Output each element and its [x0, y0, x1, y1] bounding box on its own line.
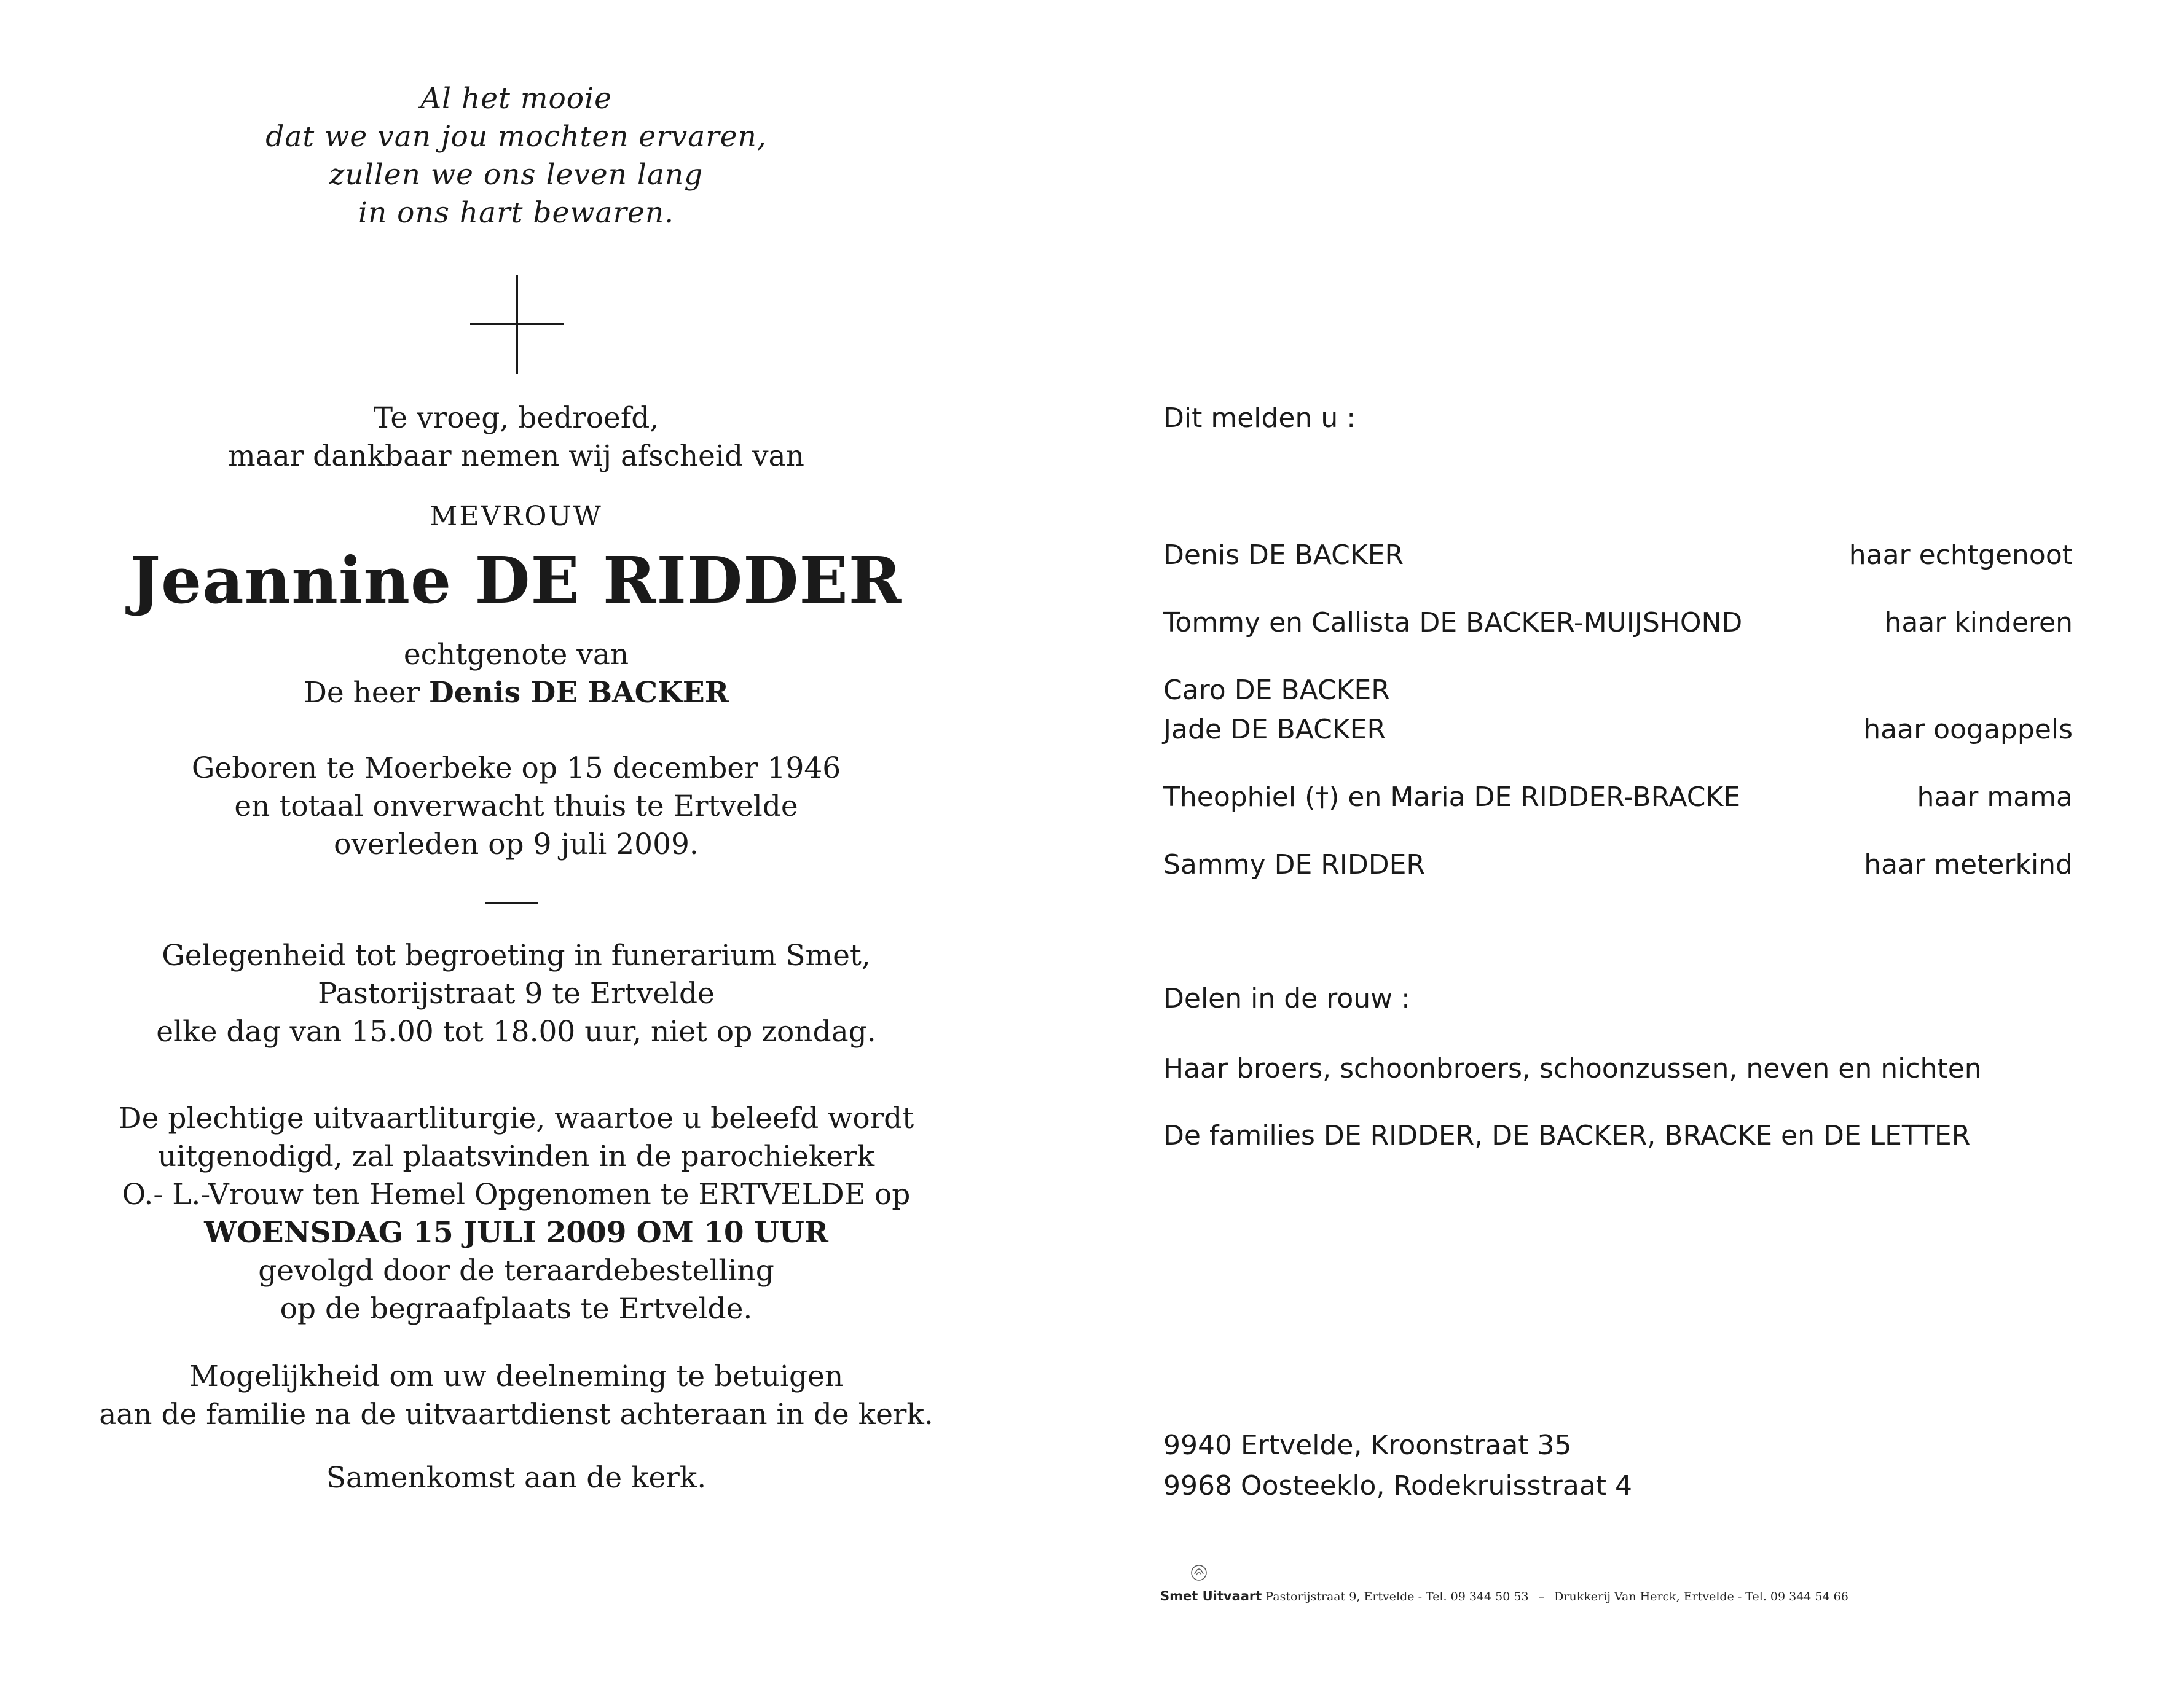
death-line: en totaal onverwacht thuis te Ertvelde	[234, 789, 798, 823]
mourners-list	[1163, 1049, 2073, 1183]
funeral-line: op de begraafplaats te Ertvelde.	[280, 1292, 753, 1326]
undertaker-logo-icon	[1187, 1560, 1211, 1583]
family-member: Denis DE BACKER	[1163, 539, 1404, 571]
address-line: 9940 Ertvelde, Kroonstraat 35	[1163, 1430, 1572, 1461]
family-list	[1163, 536, 2073, 885]
family-relation: haar mama	[1917, 781, 2073, 813]
deceased-name: Jeannine DE RIDDER	[130, 542, 903, 618]
poem-line: Al het mooie	[420, 82, 612, 115]
family-member: Jade DE BACKER	[1163, 714, 1386, 745]
announce-label: Dit melden u :	[1163, 402, 1356, 434]
family-member: Sammy DE RIDDER	[1163, 849, 1425, 880]
death-line: overleden op 9 juli 2009.	[334, 828, 699, 861]
footer-separator: –	[1538, 1590, 1545, 1603]
list-item	[1163, 603, 2073, 643]
spouse-name: Denis DE BACKER	[428, 676, 729, 710]
family-member: Theophiel (†) en Maria DE RIDDER-BRACKE	[1163, 781, 1741, 813]
family-relation: haar echtgenoot	[1848, 539, 2073, 571]
family-member: Tommy en Callista DE BACKER-MUIJSHOND	[1163, 607, 1743, 638]
spouse-info	[92, 636, 940, 712]
visitation-info	[92, 937, 940, 1051]
family-relation: haar oogappels	[1863, 714, 2073, 745]
divider	[485, 902, 538, 904]
visitation-line: Pastorijstraat 9 te Ertvelde	[318, 977, 715, 1011]
footer	[1160, 1589, 1848, 1603]
funeral-line: O.- L.-Vrouw ten Hemel Opgenomen te ERTVELDE op	[122, 1178, 911, 1212]
birth-line: Geboren te Moerbeke op 15 december 1946	[191, 751, 841, 785]
list-item	[1163, 778, 2073, 817]
cross-icon	[470, 275, 564, 374]
funeral-info	[92, 1100, 940, 1328]
poem	[92, 80, 940, 232]
printer-info: Drukkerij Van Herck, Ertvelde - Tel. 09 344 54 66	[1554, 1590, 1848, 1603]
poem-line: in ons hart bewaren.	[358, 196, 675, 230]
condolence-line: aan de familie na de uitvaartdienst achteraan in de kerk.	[99, 1398, 933, 1431]
list-item	[1163, 845, 2073, 885]
honorific: MEVROUW	[430, 501, 603, 532]
condolence-info	[92, 1358, 940, 1434]
spouse-line: echtgenote van	[403, 638, 629, 671]
funeral-date: WOENSDAG 15 JULI 2009 OM 10 UUR	[204, 1216, 828, 1250]
list-item: De families DE RIDDER, DE BACKER, BRACKE en DE LETTER	[1163, 1120, 1971, 1151]
list-item	[1163, 710, 2073, 750]
list-item	[1163, 671, 2073, 710]
birth-death-info	[92, 750, 940, 864]
list-item	[1163, 536, 2073, 575]
gathering-info: Samenkomst aan de kerk.	[326, 1461, 707, 1495]
mourn-label: Delen in de rouw :	[1163, 983, 1410, 1014]
visitation-line: Gelegenheid tot begroeting in funerarium Smet,	[162, 939, 871, 973]
family-relation: haar meterkind	[1864, 849, 2073, 880]
intro-line: maar dankbaar nemen wij afscheid van	[228, 439, 804, 473]
undertaker-brand: Smet Uitvaart	[1160, 1589, 1262, 1603]
condolence-line: Mogelijkheid om uw deelneming te betuigen	[189, 1360, 844, 1393]
funeral-line: uitgenodigd, zal plaatsvinden in de parochiekerk	[157, 1140, 875, 1173]
family-relation: haar kinderen	[1884, 607, 2073, 638]
intro-line: Te vroeg, bedroefd,	[373, 401, 659, 435]
funeral-line: gevolgd door de teraardebestelling	[258, 1254, 774, 1288]
visitation-line: elke dag van 15.00 tot 18.00 uur, niet op zondag.	[156, 1015, 876, 1049]
intro-text	[92, 399, 940, 476]
family-member: Caro DE BACKER	[1163, 675, 1390, 706]
spouse-prefix: De heer	[304, 676, 429, 710]
spouse-name-line	[92, 674, 940, 712]
address-line: 9968 Oosteeklo, Rodekruisstraat 4	[1163, 1470, 1632, 1501]
funeral-line: De plechtige uitvaartliturgie, waartoe u beleefd wordt	[118, 1102, 914, 1135]
poem-line: zullen we ons leven lang	[329, 158, 704, 192]
undertaker-info: Pastorijstraat 9, Ertvelde - Tel. 09 344 50 53	[1265, 1590, 1529, 1603]
poem-line: dat we van jou mochten ervaren,	[265, 120, 767, 154]
addresses	[1163, 1425, 2073, 1506]
list-item: Haar broers, schoonbroers, schoonzussen, neven en nichten	[1163, 1053, 1982, 1084]
